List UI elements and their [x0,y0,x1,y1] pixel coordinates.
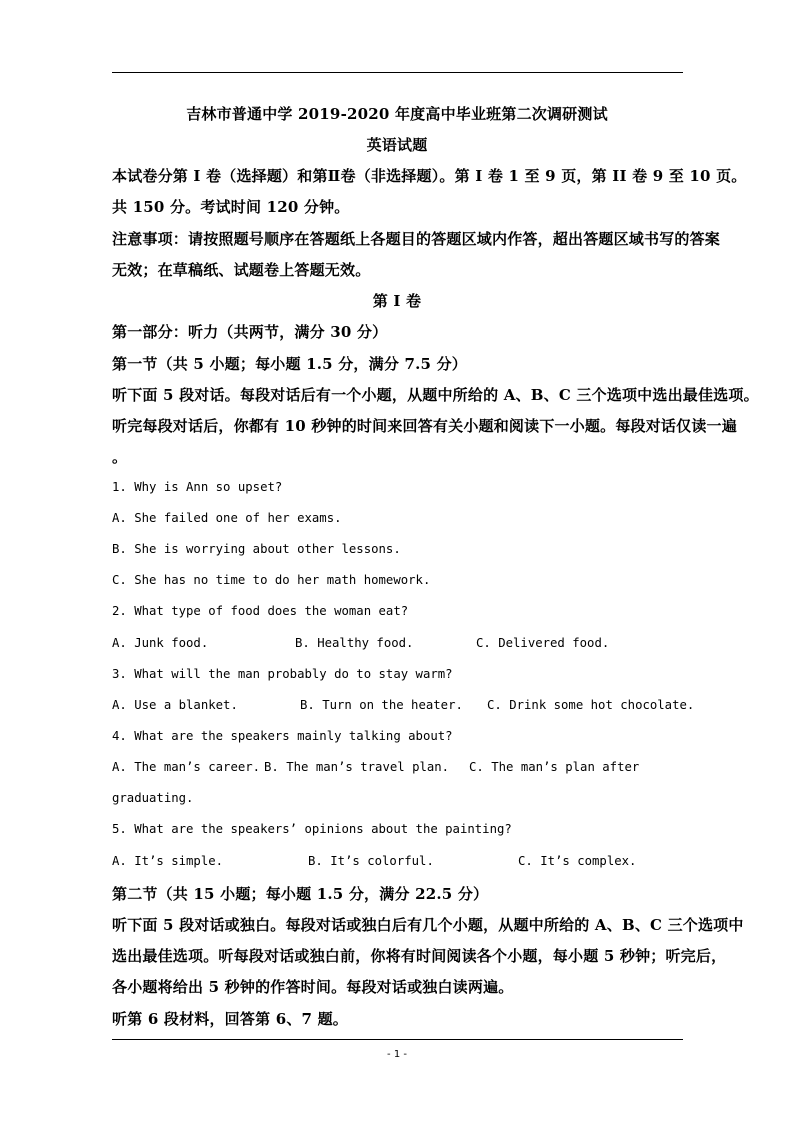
question-4-option-c-continued: graduating. [112,791,194,805]
question-1-option-b: B. She is worrying about other lessons. [112,542,401,556]
question-3-option-a: A. Use a blanket. [112,698,238,712]
question-1-option-a: A. She failed one of her exams. [112,511,342,525]
notice-line-2: 无效；在草稿纸、试题卷上答题无效。 [112,261,371,279]
section1-instruction-1: 听下面 5 段对话。每段对话后有一个小题，从题中所给的 A、B、C 三个选项中选出最佳选项。 [112,386,759,404]
notice-line-1: 注意事项：请按照题号顺序在答题纸上各题目的答题区域内作答，超出答题区域书写的答案 [112,230,721,248]
question-3-option-c: C. Drink some hot chocolate. [487,698,695,712]
subject-title: 英语试题 [366,136,428,154]
header-rule [112,72,683,73]
section2-title: 第二节（共 15 小题；每小题 1.5 分，满分 22.5 分） [112,885,489,903]
question-4-option-b: B. The man’s travel plan. [264,760,450,774]
footer-rule [112,1039,683,1040]
question-4-option-c: C. The man’s plan after [469,760,640,774]
question-5-option-c: C. It’s complex. [518,854,637,868]
section1-instruction-2: 听完每段对话后，你都有 10 秒钟的时间来回答有关小题和阅读下一小题。每段对话仅读一遍 [112,417,737,435]
volume-title: 第 I 卷 [372,292,422,310]
question-5-option-a: A. It’s simple. [112,854,224,868]
question-4: 4. What are the speakers mainly talking about? [112,729,453,743]
question-1-option-c: C. She has no time to do her math homework. [112,573,431,587]
question-3-option-b: B. Turn on the heater. [300,698,463,712]
section2-instruction-3: 各小题将给出 5 秒钟的作答时间。每段对话或独白读两遍。 [112,978,514,996]
intro-line-2: 共 150 分。考试时间 120 分钟。 [112,198,350,216]
exam-title: 吉林市普通中学 2019-2020 年度高中毕业班第二次调研测试 [186,105,608,123]
section2-instruction-1: 听下面 5 段对话或独白。每段对话或独白后有几个小题，从题中所给的 A、B、C 三个选项中 [112,916,744,934]
question-5-option-b: B. It’s colorful. [308,854,434,868]
question-3: 3. What will the man probably do to stay warm? [112,667,453,681]
question-1: 1. Why is Ann so upset? [112,480,283,494]
section2-instruction-2: 选出最佳选项。听每段对话或独白前，你将有时间阅读各个小题，每小题 5 秒钟；听完后， [112,947,727,965]
question-5: 5. What are the speakers’ opinions about the painting? [112,822,512,836]
section1-instruction-3: 。 [112,448,128,466]
page-number: - 1 - [387,1049,407,1060]
question-2-option-a: A. Junk food. [112,636,209,650]
part1-title: 第一部分：听力（共两节，满分 30 分） [112,323,388,341]
section1-title: 第一节（共 5 小题；每小题 1.5 分，满分 7.5 分） [112,355,467,373]
material-6-heading: 听第 6 段材料，回答第 6、7 题。 [112,1010,349,1028]
question-2-option-c: C. Delivered food. [476,636,610,650]
intro-line-1: 本试卷分第 I 卷（选择题）和第Ⅱ卷（非选择题）。第 I 卷 1 至 9 页，第 II 卷 9 至 10 页。 [112,167,747,185]
question-4-option-a: A. The man’s career. [112,760,261,774]
question-2-option-b: B. Healthy food. [295,636,414,650]
question-2: 2. What type of food does the woman eat? [112,604,409,618]
